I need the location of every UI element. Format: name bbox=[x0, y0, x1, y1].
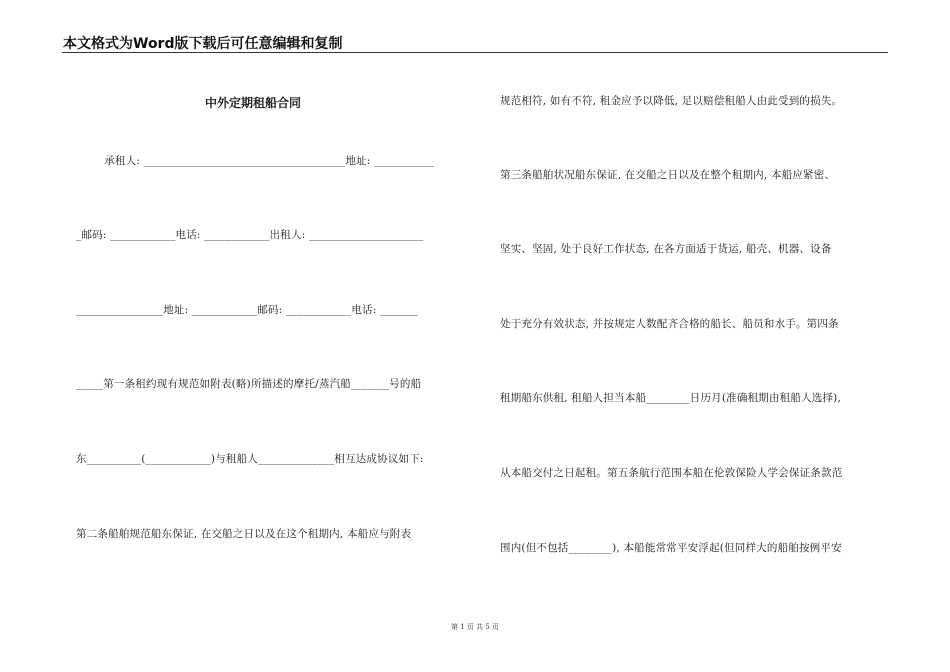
left-line-2: _邮码: ____________电话: ____________出租人: _____________________ bbox=[76, 229, 424, 241]
right-line-3: 坚实、坚固, 处于良好工作状态, 在各方面适于货运, 船壳、机器、设备 bbox=[500, 243, 832, 255]
right-line-5: 租期船东供租, 租船人担当本船________日历月(准确租期由租船人选择), bbox=[500, 392, 842, 404]
left-line-6: 第二条船舶规范船东保证, 在交船之日以及在这个租期内, 本船应与附表 bbox=[76, 528, 412, 540]
left-line-1: 承租人: _____________________________________地址: ___________ bbox=[76, 155, 434, 167]
page-number: 第 1 页 共 5 页 bbox=[450, 623, 500, 631]
left-line-5: 东__________(____________)与租船人______________相互达成协议如下: bbox=[76, 453, 424, 465]
left-line-3: ________________地址: ____________邮码: ____________电话: _______ bbox=[76, 304, 419, 316]
left-line-4: _____第一条租约现有规范如附表(略)所描述的摩托/蒸汽船_______号的船 bbox=[76, 378, 422, 390]
right-line-2: 第三条船舶状况船东保证, 在交船之日以及在整个租期内, 本船应紧密、 bbox=[500, 169, 836, 181]
document-title: 中外定期租船合同 bbox=[205, 96, 302, 110]
header-title: 本文格式为Word版下载后可任意编辑和复制 bbox=[63, 36, 343, 52]
right-line-4: 处于充分有效状态, 并按规定人数配齐合格的船长、船员和水手。第四条 bbox=[500, 318, 839, 330]
right-line-1: 规范相符, 如有不符, 租金应予以降低, 足以赔偿租船人由此受到的损失。 bbox=[500, 95, 843, 107]
right-line-7: 围内(但不包括________), 本船能常常平安浮起(但同样大的船舶按例平安 bbox=[500, 542, 842, 554]
right-line-6: 从本船交付之日起租。第五条航行范围本船在伦敦保险人学会保证条款范 bbox=[500, 467, 843, 479]
header-divider bbox=[62, 52, 888, 53]
